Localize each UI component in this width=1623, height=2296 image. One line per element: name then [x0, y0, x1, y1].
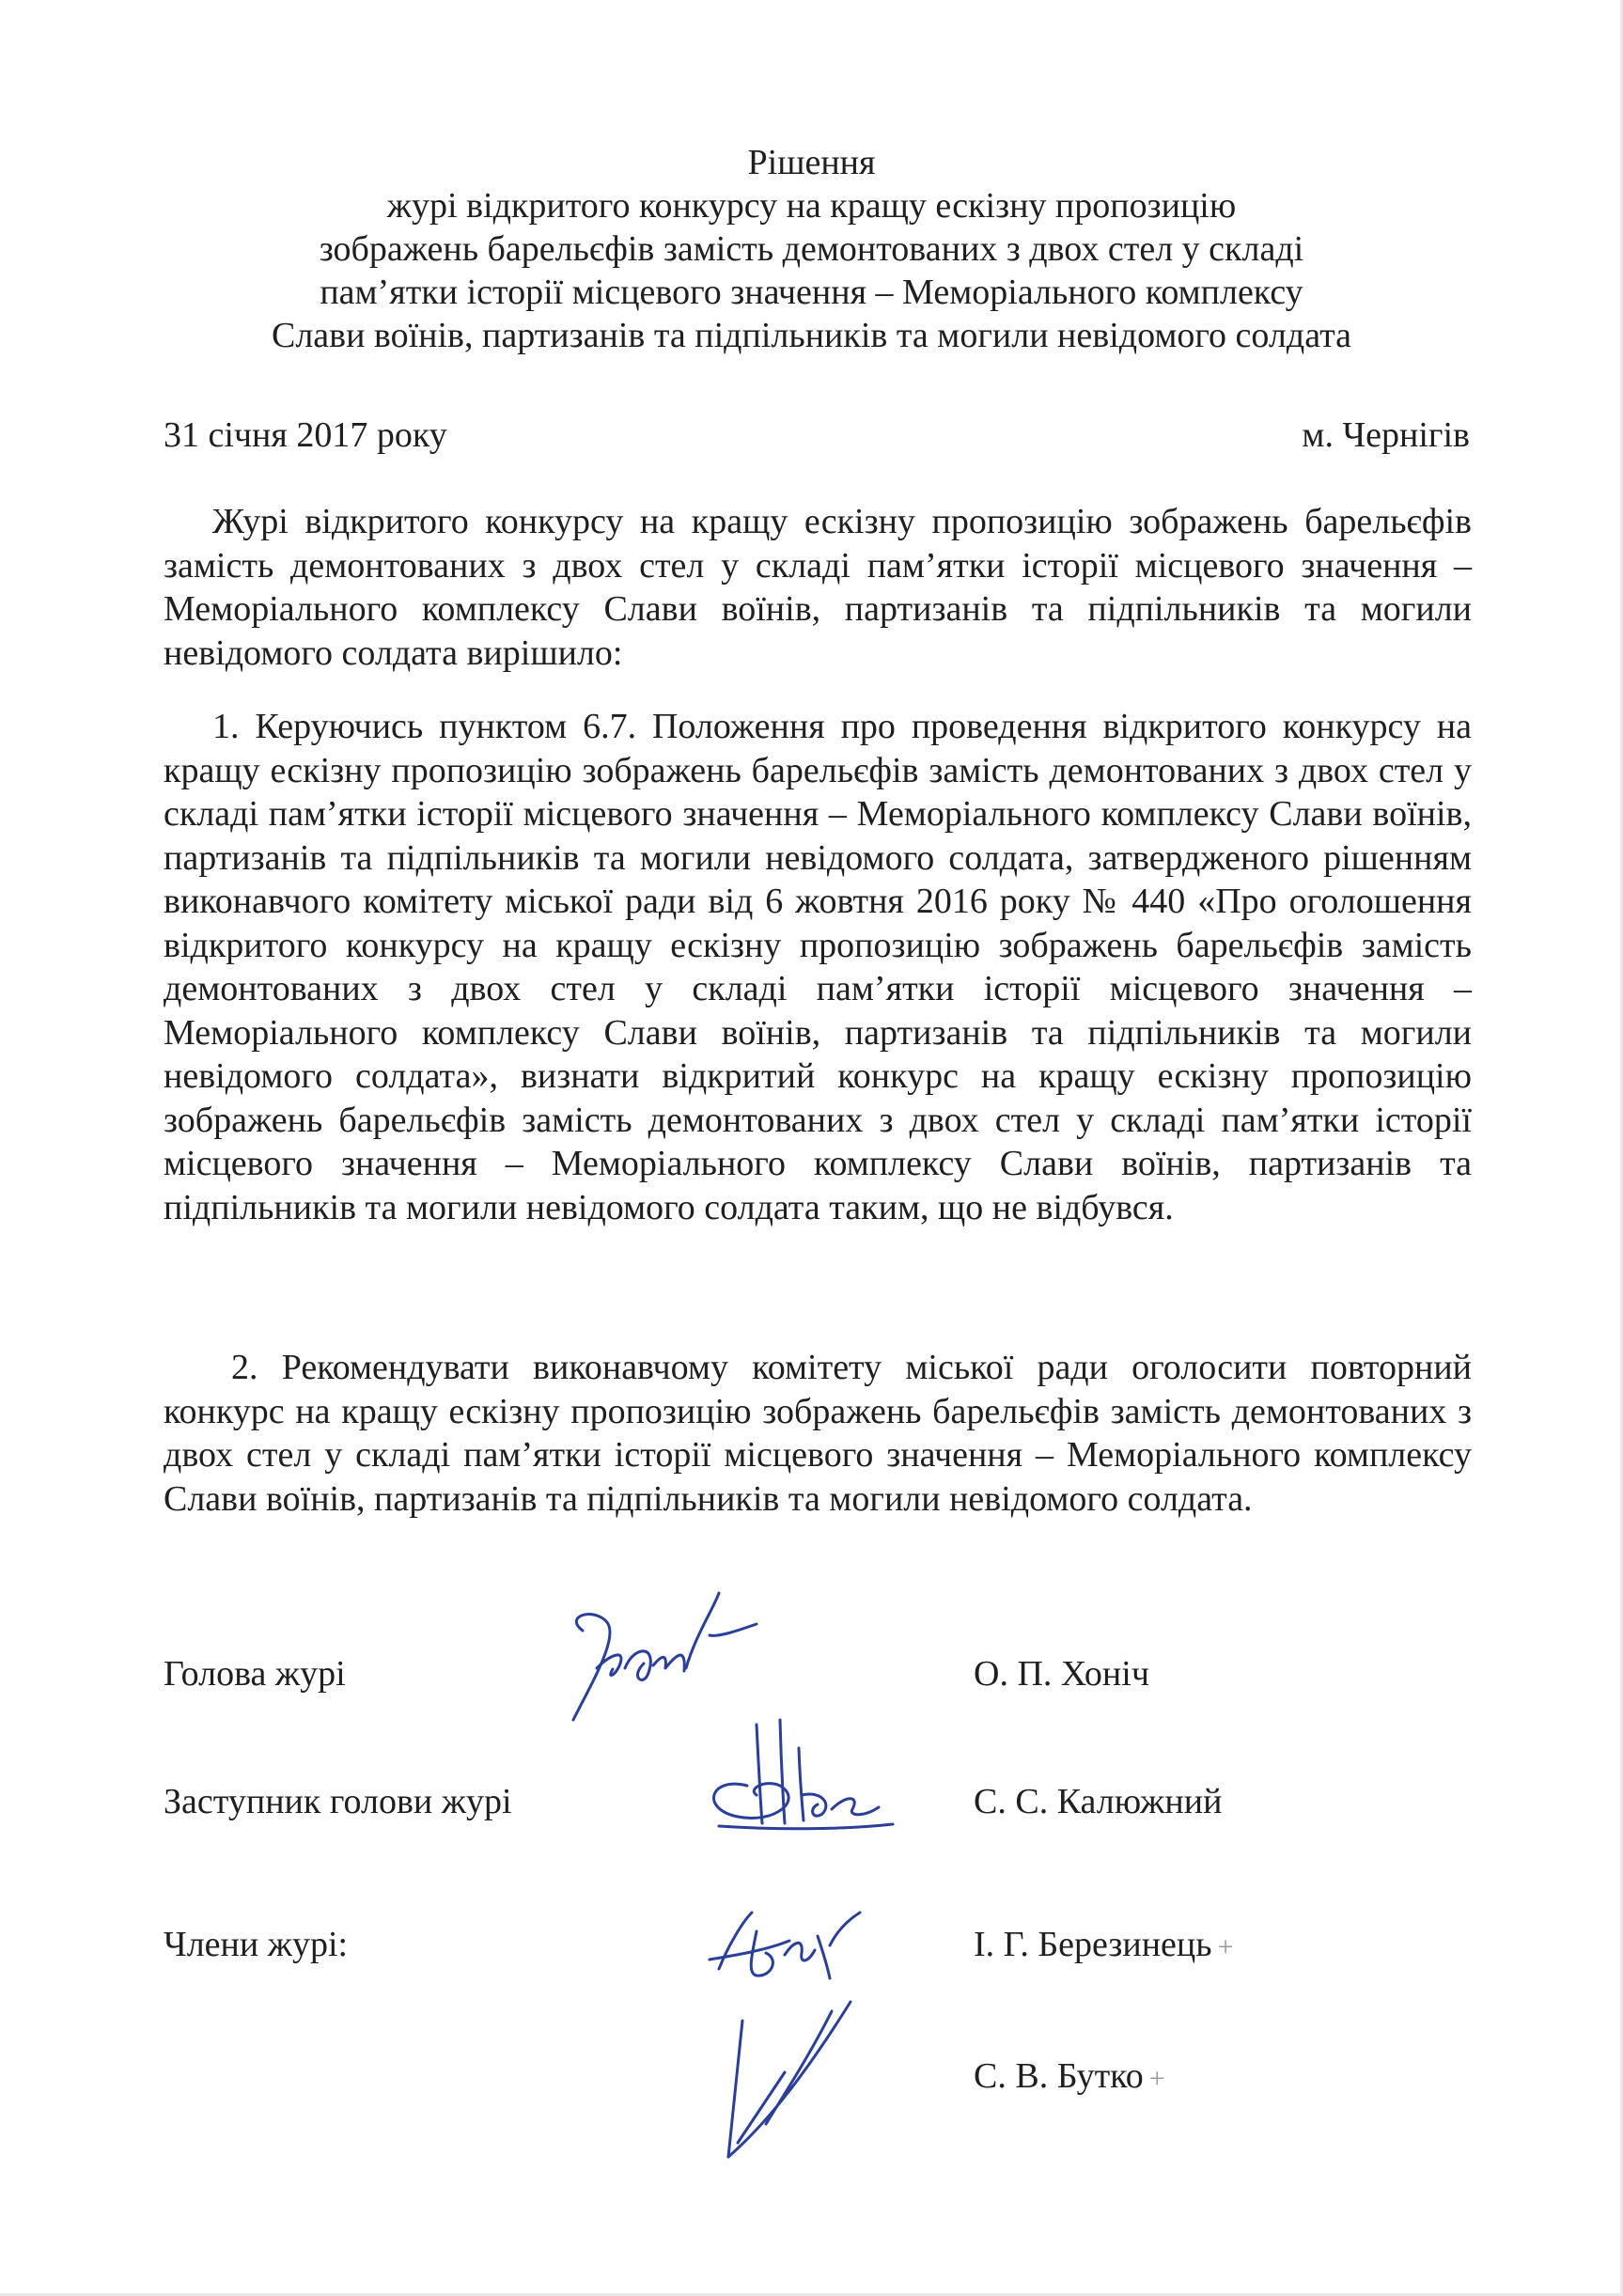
decision-item-1: 1. Керуючись пунктом 6.7. Положення про проведення відкритого конкурсу на кращу ескізну пропозицію зображень барельєфів замість демонтованих з двох стел у складі пам’ятки історії місцевого значення – Меморіального комплексу Слави воїнів, партизанів та підпільників та могили невідомого солдата, затвердженого рішенням виконавчого комітету міської ради від 6 жовтня 2016 року № 440 «Про оголошення відкритого конкурсу на кращу ескізну пропозицію зображень барельєфів замість демонтованих з двох стел у складі пам’ятки історії місцевого значення – Меморіального комплексу Слави воїнів, партизанів та підпільників та могили невідомого солдата», визнати відкритий конкурс на кращу ескізну пропозицію зображень барельєфів замість демонтованих з двох стел у складі пам’ятки історії місцевого значення – Меморіального комплексу Слави воїнів, партизанів та підпільників та могили невідомого солдата таким, що не відбувся. — [164, 707, 1472, 1227]
signature-role: Заступник голови журі — [164, 1782, 512, 1821]
handwritten-signature-4 — [710, 1983, 879, 2171]
signature-name-text: І. Г. Березинець — [974, 1925, 1212, 1964]
signature-mark: + — [1217, 1931, 1234, 1962]
signature-row-chair — [164, 1652, 1479, 1709]
intro-paragraph: Журі відкритого конкурсу на кращу ескізну пропозицію зображень барельєфів замість демонтованих з двох стел у складі пам’ятки історії місцевого значення – Меморіального комплексу Слави воїнів, партизанів та підпільників та могили невідомого солдата вирішило: — [164, 502, 1472, 673]
handwritten-signature-2 — [691, 1706, 907, 1847]
decision-item-2: 2. Рекомендувати виконавчому комітету міської ради оголосити повторний конкурс на кращу ескізну пропозицію зображень барельєфів замість демонтованих з двох стел у складі пам’ятки історії місцевого значення – Меморіального комплексу Слави воїнів, партизанів та підпільників та могили невідомого солдата. — [164, 1348, 1472, 1519]
signature-name — [974, 1652, 1155, 1698]
signature-name — [974, 2054, 1165, 2101]
signature-name-text: О. П. Хоніч — [974, 1654, 1149, 1694]
signature-mark: + — [1148, 2063, 1165, 2094]
header-line-2: зображень барельєфів замість демонтованих з двох стел у складі — [319, 229, 1304, 269]
header-line-3: пам’ятки історії місцевого значення – Меморіального комплексу — [320, 273, 1303, 312]
document-city: м. Чернігів — [1302, 415, 1470, 455]
signature-role: Голова журі — [164, 1654, 346, 1694]
document-header — [0, 141, 1623, 357]
dateline — [164, 414, 1470, 457]
signature-name — [974, 1780, 1227, 1826]
signature-name — [974, 1923, 1234, 1969]
signature-name-text: С. С. Калюжний — [974, 1782, 1223, 1821]
signature-name-text: С. В. Бутко — [974, 2056, 1144, 2096]
header-line-1: журі відкритого конкурсу на кращу ескізну пропозицію — [386, 186, 1237, 226]
handwritten-signature-3 — [700, 1889, 869, 1992]
document-date: 31 січня 2017 року — [164, 415, 447, 455]
signature-role: Члени журі: — [164, 1925, 349, 1964]
document-title: Рішення — [747, 143, 876, 182]
header-line-4: Слави воїнів, партизанів та підпільників та могили невідомого солдата — [271, 316, 1352, 355]
